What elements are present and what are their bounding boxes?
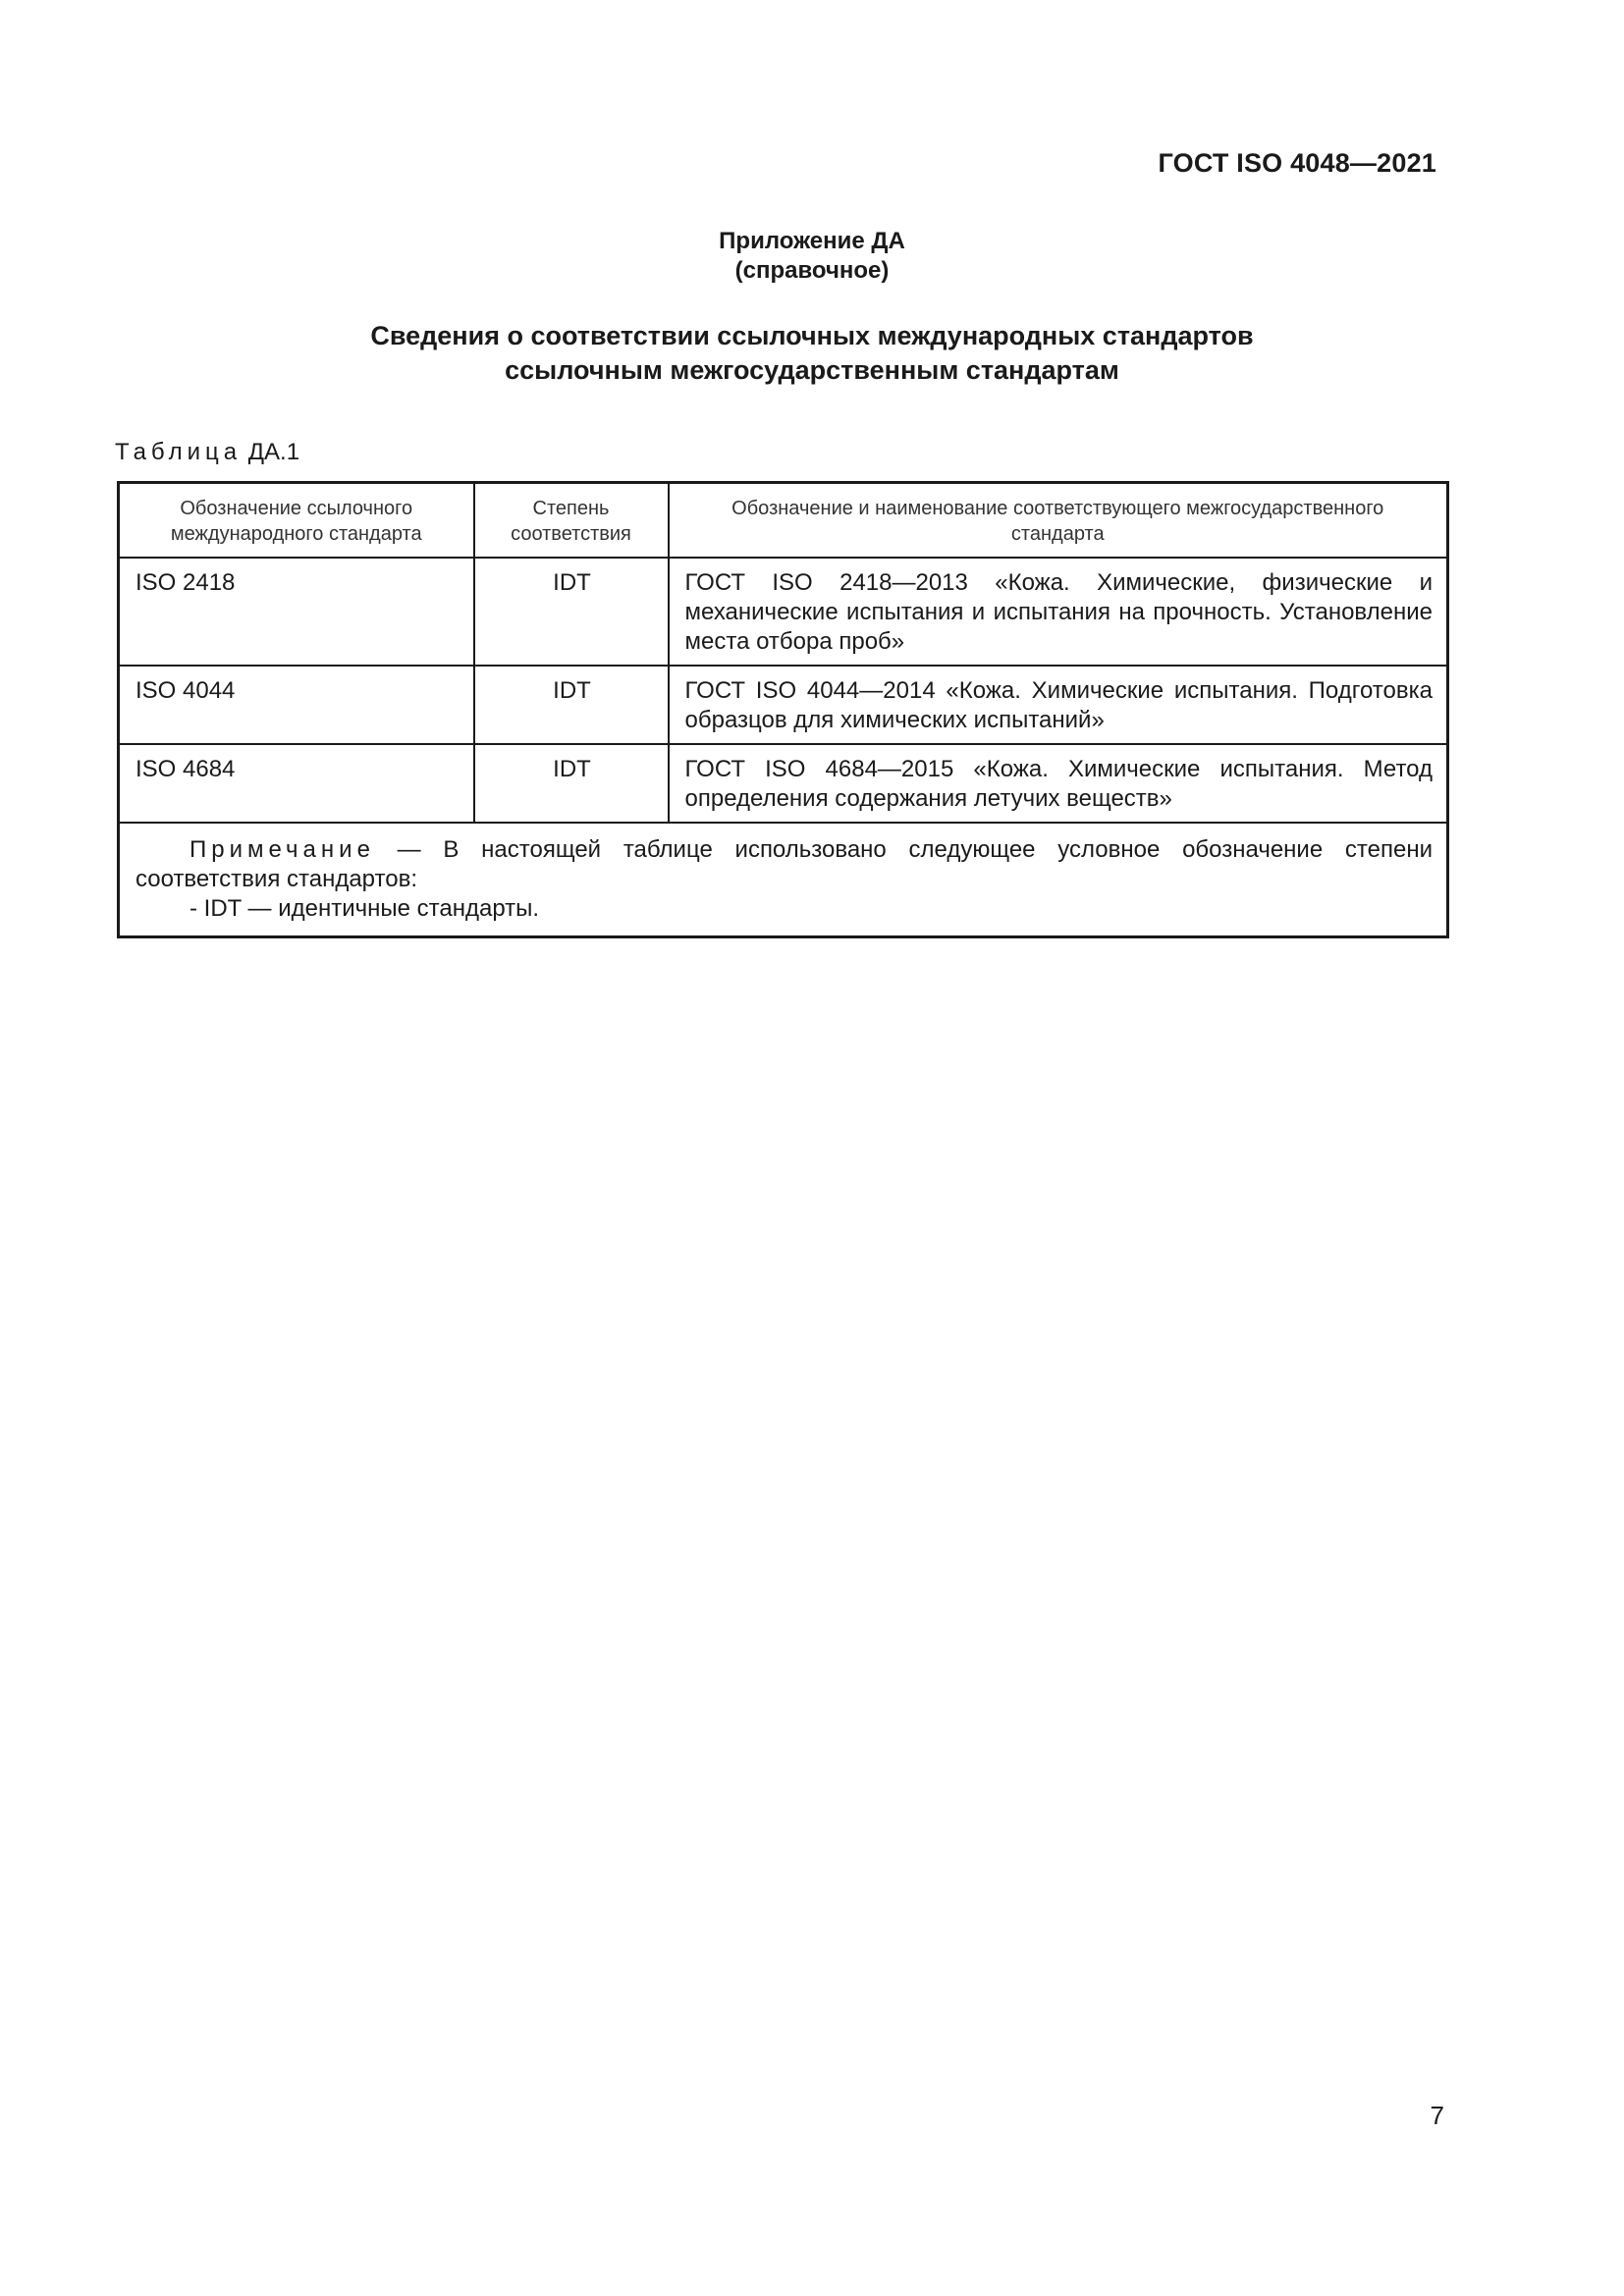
cell-interstate-standard: ГОСТ ISO 4684—2015 «Кожа. Химические испытания. Метод определения содержания летучих веществ»: [669, 744, 1448, 823]
table-note: [119, 823, 1448, 937]
cell-degree: IDT: [474, 558, 669, 666]
cell-degree: IDT: [474, 744, 669, 823]
column-header-interstate-standard: Обозначение и наименование соответствующего межгосударственного стандарта: [669, 483, 1448, 559]
note-text: — В настоящей таблице использовано следующее условное обозначение степени соответствия стандартов:: [135, 836, 1433, 892]
column-header-degree: Степень соответствия: [474, 483, 669, 559]
note-paragraph: [135, 835, 1433, 894]
table-caption-label: Таблица: [115, 439, 243, 465]
column-header-intl-standard: Обозначение ссылочного международного стандарта: [119, 483, 474, 559]
section-title: [0, 319, 1624, 388]
cell-intl-standard: ISO 4684: [119, 744, 474, 823]
table-header-row: [119, 483, 1448, 559]
appendix-heading: [0, 227, 1624, 286]
cell-degree: IDT: [474, 666, 669, 744]
table-caption-number: ДА.1: [247, 439, 300, 465]
cell-intl-standard: ISO 4044: [119, 666, 474, 744]
table-note-row: [119, 823, 1448, 937]
section-title-line-2: ссылочным межгосударственным стандартам: [505, 355, 1119, 385]
section-title-line-1: Сведения о соответствии ссылочных международных стандартов: [370, 321, 1254, 350]
cell-intl-standard: ISO 2418: [119, 558, 474, 666]
table-row: [119, 744, 1448, 823]
cell-interstate-standard: ГОСТ ISO 4044—2014 «Кожа. Химические испытания. Подготовка образцов для химических испытаний»: [669, 666, 1448, 744]
page-number: 7: [1430, 2101, 1444, 2130]
table-caption: [115, 439, 299, 466]
appendix-subtitle: (справочное): [734, 257, 890, 284]
note-item: - IDT — идентичные стандарты.: [189, 895, 540, 922]
cell-interstate-standard: ГОСТ ISO 2418—2013 «Кожа. Химические, физические и механические испытания и испытания на прочность. Установление места отбора проб»: [669, 558, 1448, 666]
standards-correspondence-table: [117, 481, 1449, 938]
note-label: Примечание: [189, 836, 375, 863]
table-row: [119, 666, 1448, 744]
table-row: [119, 558, 1448, 666]
document-code-header: ГОСТ ISO 4048—2021: [1158, 148, 1436, 178]
appendix-title: Приложение ДА: [719, 228, 905, 254]
